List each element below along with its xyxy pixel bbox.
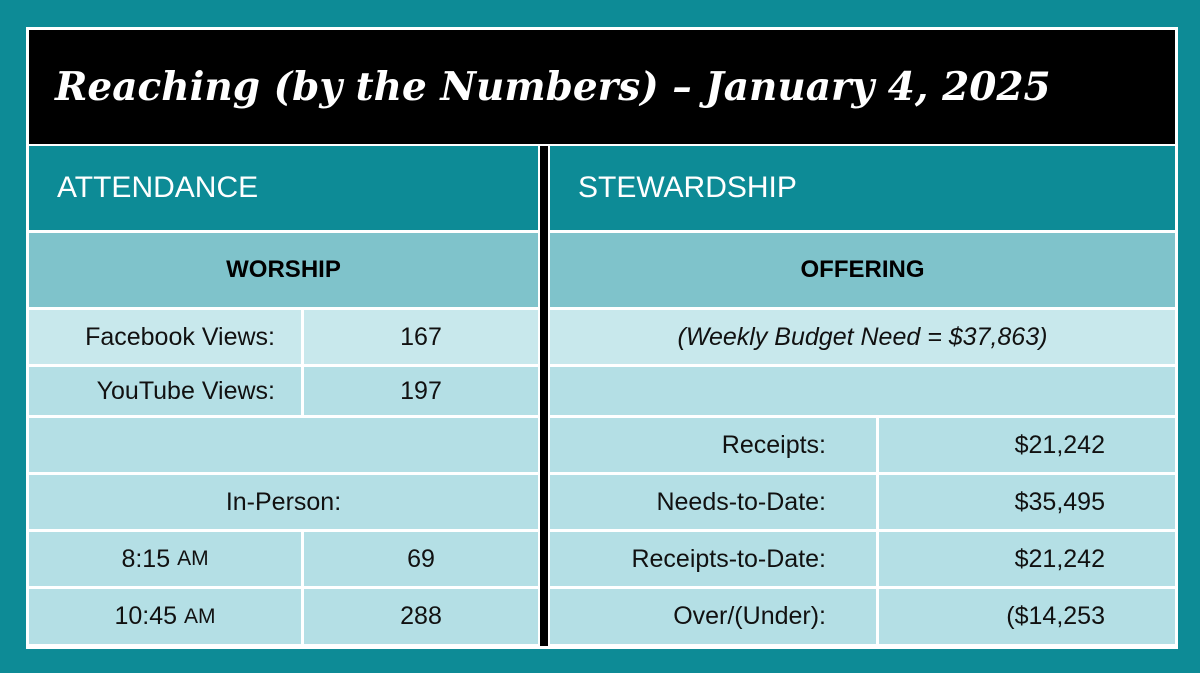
service-time-2: [29, 589, 301, 644]
offering-section-label: OFFERING: [800, 256, 925, 283]
receipts-label: Receipts:: [550, 418, 876, 472]
service-time-1: [29, 532, 301, 586]
service-count-2: 288: [304, 589, 538, 644]
title-bar: [29, 30, 1175, 144]
worship-section-label: WORSHIP: [226, 256, 341, 283]
receipts-to-date-value: $21,242: [879, 532, 1175, 586]
youtube-label: YouTube Views:: [29, 367, 301, 415]
needs-to-date-value: $35,495: [879, 475, 1175, 529]
receipts-value: $21,242: [879, 418, 1175, 472]
over-under-value: ($14,253: [879, 589, 1175, 644]
worship-section: [29, 233, 538, 307]
service-time-1-suffix: AM: [177, 547, 209, 570]
page-title: Reaching (by the Numbers) – January 4, 2025: [55, 64, 1051, 110]
stewardship-spacer-row: [550, 367, 1175, 415]
youtube-value: 197: [304, 367, 538, 415]
attendance-header-label: ATTENDANCE: [57, 171, 259, 204]
over-under-label: Over/(Under):: [550, 589, 876, 644]
service-time-2-suffix: AM: [184, 604, 216, 628]
facebook-label: Facebook Views:: [29, 310, 301, 364]
needs-to-date-label: Needs-to-Date:: [550, 475, 876, 529]
stewardship-header: [550, 146, 1175, 230]
service-time-2-value: 10:45: [114, 602, 178, 630]
receipts-to-date-label: Receipts-to-Date:: [550, 532, 876, 586]
attendance-spacer-row: [29, 418, 538, 472]
budget-note: (Weekly Budget Need = $37,863): [550, 310, 1175, 364]
attendance-header: [29, 146, 538, 230]
offering-section: [550, 233, 1175, 307]
column-divider: [540, 146, 548, 646]
service-count-1: 69: [304, 532, 538, 586]
in-person-label: In-Person:: [29, 475, 538, 529]
stewardship-header-label: STEWARDSHIP: [578, 171, 797, 204]
facebook-value: 167: [304, 310, 538, 364]
service-time-1-value: 8:15: [121, 544, 171, 573]
